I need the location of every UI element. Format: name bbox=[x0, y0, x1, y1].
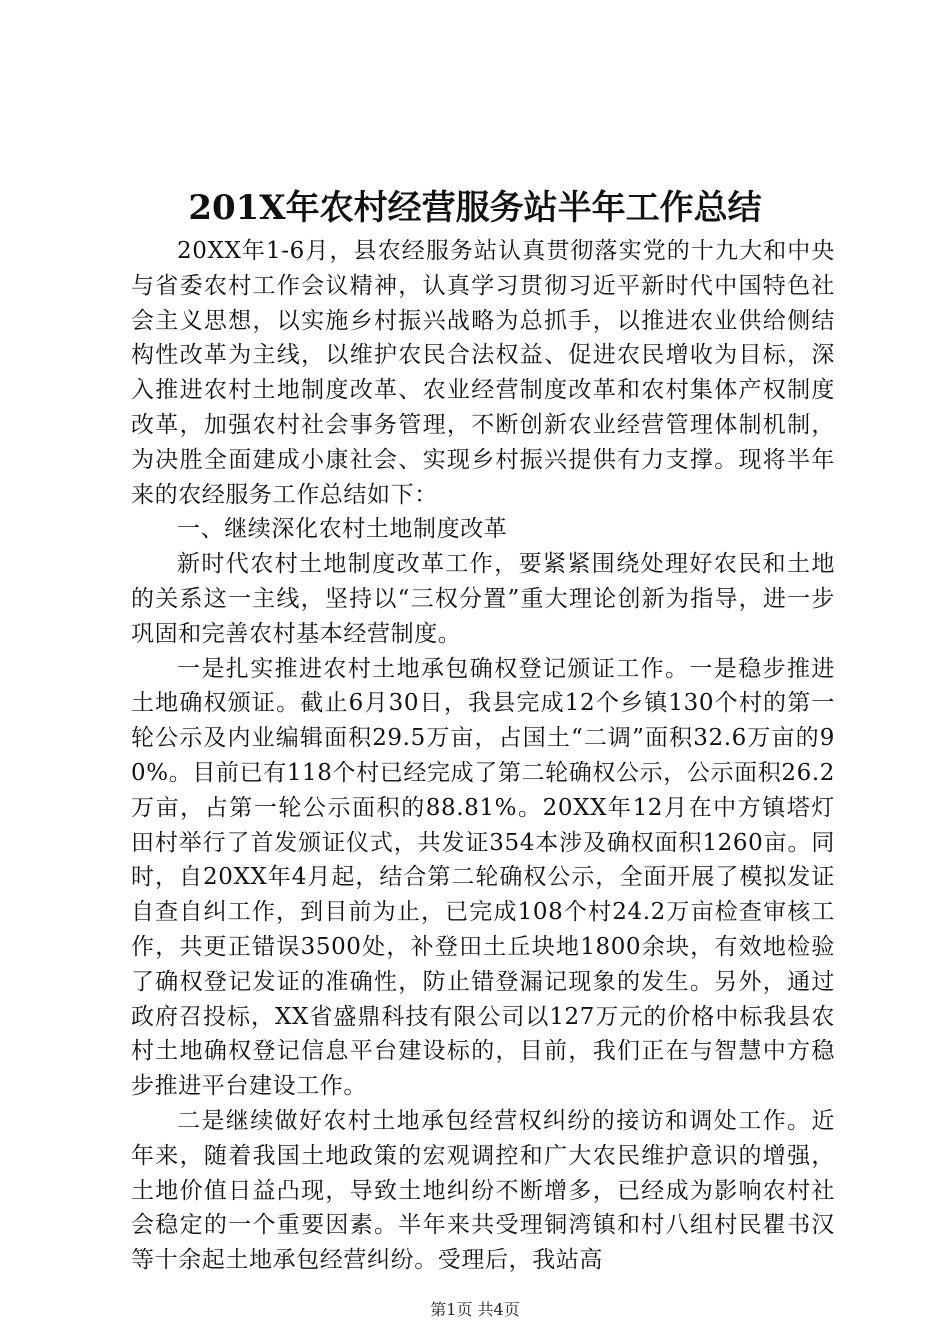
document-body bbox=[131, 234, 835, 1278]
section-1-intro-paragraph: 新时代农村土地制度改革工作，要紧紧围绕处理好农民和土地的关系这一主线，坚持以“三权分置”重大理论创新为指导，进一步巩固和完善农村基本经营制度。 bbox=[131, 551, 835, 647]
document-title: 201X年农村经营服务站半年工作总结 bbox=[188, 188, 762, 228]
section-heading-1: 一、继续深化农村土地制度改革 bbox=[177, 516, 508, 543]
land-dispute-paragraph: 二是继续做好农村土地承包经营权纠纷的接访和调处工作。近年来，随着我国土地政策的宏观调控和广大农民维护意识的增强，土地价值日益凸现，导致土地纠纷不断增多，已经成为影响农村社会稳定的一个重要因素。半年来共受理铜湾镇和村八组村民瞿书汉等十余起土地承包经营纠纷。受理后，我站高 bbox=[131, 1107, 835, 1274]
land-rights-paragraph: 一是扎实推进农村土地承包确权登记颁证工作。一是稳步推进土地确权颁证。截止6月30日，我县完成12个乡镇130个村的第一轮公示及内业编辑面积29.5万亩，占国土“二调”面积32.6万亩的90%。目前已有118个村已经完成了第二轮确权公示，公示面积26.2万亩，占第一轮公示面积的88.81%。20XX年12月在中方镇塔灯田村举行了首发颁证仪式，共发证354本涉及确权面积1260亩。同时，自20XX年4月起，结合第二轮确权公示，全面开展了模拟发证自查自纠工作，到目前为止，已完成108个村24.2万亩检查审核工作，共更正错误3500处，补登田土丘块地1800余块，有效地检验了确权登记发证的准确性，防止错登漏记现象的发生。另外，通过政府召投标，XX省盛鼎科技有限公司以127万元的价格中标我县农村土地确权登记信息平台建设标的，目前，我们正在与智慧中方稳步推进平台建设工作。 bbox=[131, 655, 835, 1100]
page-number-footer: 第1页 共4页 bbox=[430, 1300, 520, 1319]
intro-paragraph: 20XX年1-6月，县农经服务站认真贯彻落实党的十九大和中央与省委农村工作会议精神，认真学习贯彻习近平新时代中国特色社会主义思想，以实施乡村振兴战略为总抓手，以推进农业供给侧结构性改革为主线，以维护农民合法权益、促进农民增收为目标，深入推进农村土地制度改革、农业经营制度改革和农村集体产权制度改革，加强农村社会事务管理，不断创新农业经营管理体制机制，为决胜全面建成小康社会、实现乡村振兴提供有力支撑。现将半年来的农经服务工作总结如下： bbox=[131, 238, 835, 508]
